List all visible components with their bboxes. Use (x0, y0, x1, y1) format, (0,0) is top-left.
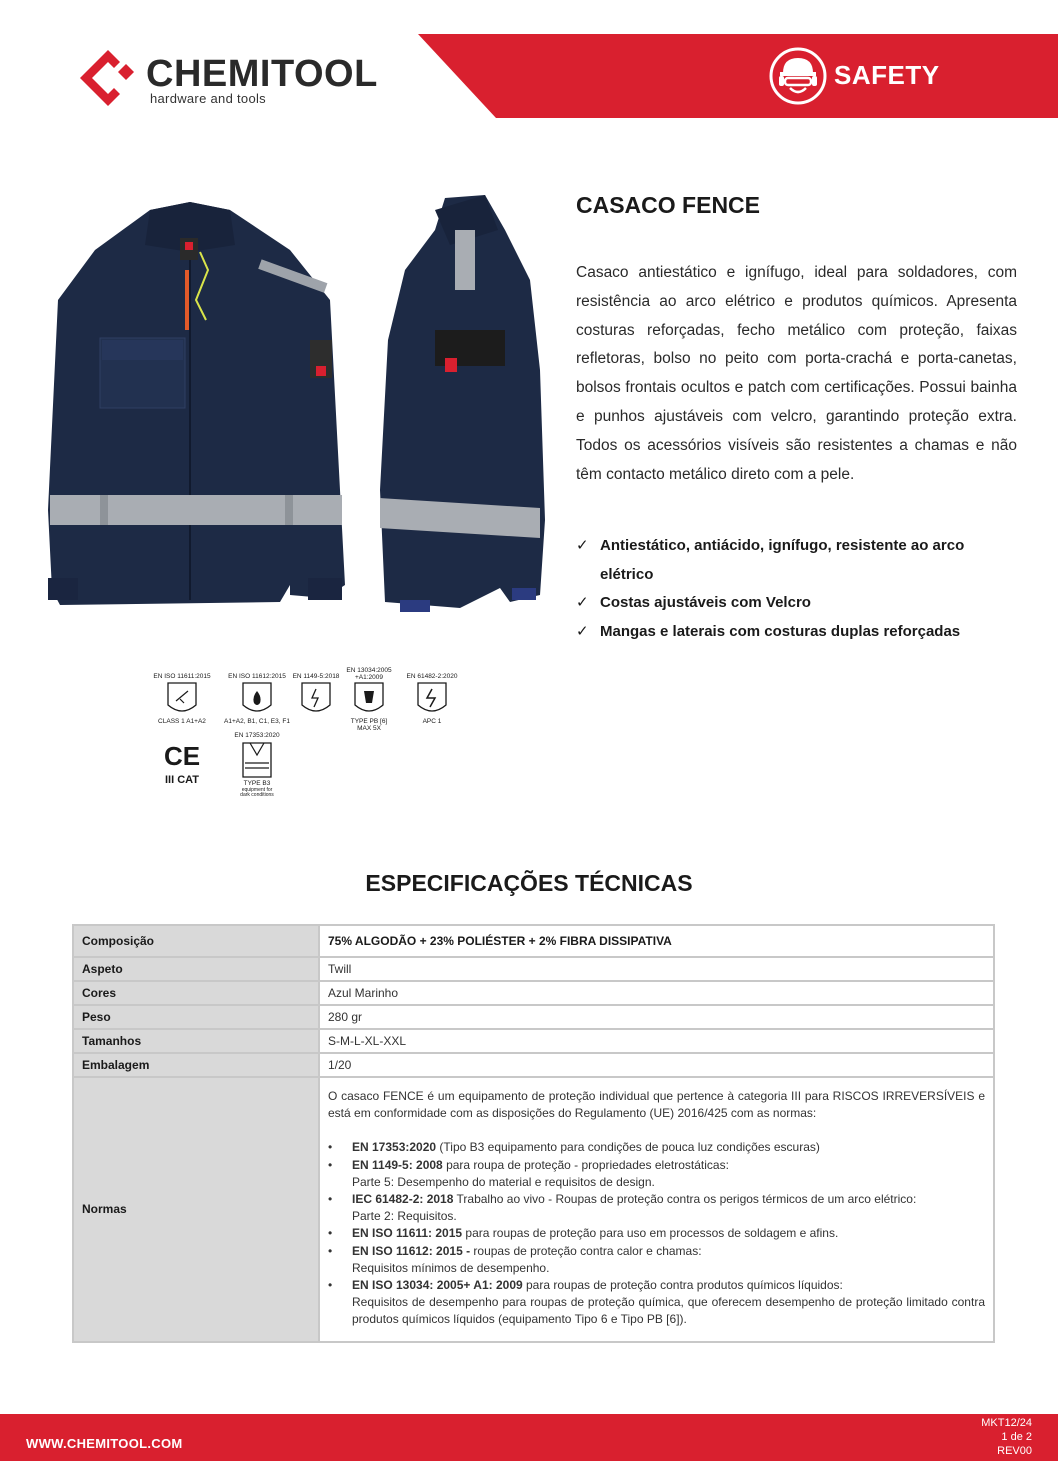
spec-label: Aspeto (73, 957, 319, 981)
brand-name: CHEMITOOL (146, 53, 378, 95)
feature-text: Antiestático, antiácido, ignífugo, resistente ao arco elétrico (600, 537, 965, 583)
norm-standard: EN 1149-5: 2008 (352, 1157, 443, 1172)
cert-standard-5: EN 61482-2:2020 (406, 673, 458, 680)
product-photos (40, 190, 550, 640)
spec-value: 1/20 (319, 1053, 994, 1077)
cert-caption-5: APC 1 (422, 718, 442, 725)
product-title: CASACO FENCE (576, 192, 761, 218)
norm-text: Trabalho ao vivo - Roupas de proteção contra os perigos térmicos de um arco elétrico: (453, 1192, 917, 1207)
chemitool-logo (78, 48, 398, 108)
norm-text: para roupas de proteção para uso em processos de soldagem e afins. (462, 1226, 839, 1241)
spec-label: Peso (73, 1005, 319, 1029)
norm-standard: EN ISO 11612: 2015 - (352, 1243, 471, 1258)
norm-text: para roupas de proteção contra produtos químicos líquidos: (522, 1278, 843, 1293)
spec-value: 75% ALGODÃO + 23% POLIÉSTER + 2% FIBRA DISSIPATIVA (319, 925, 994, 957)
norm-item: • IEC 61482-2: 2018 Trabalho ao vivo - Roupas de proteção contra os perigos térmicos de um arco elétrico: (328, 1192, 917, 1207)
antistatic-pictogram-icon (302, 683, 330, 711)
cert-caption-1: CLASS 1 A1+A2 (158, 718, 206, 725)
norm-item: • EN 17353:2020 (Tipo B3 equipamento para condições de pouca luz condições escuras) (328, 1140, 820, 1155)
spec-label: Tamanhos (73, 1029, 319, 1053)
hivis-caption-3: dark conditions (240, 792, 274, 798)
cert-standard-4b: +A1:2009 (354, 674, 384, 681)
certification-pictograms (150, 665, 470, 805)
check-icon: ✓ (576, 594, 589, 611)
norm-standard: EN ISO 11611: 2015 (352, 1226, 463, 1241)
table-row-normas (73, 1077, 994, 1342)
norm-standard: EN ISO 13034: 2005+ A1: 2009 (352, 1278, 523, 1293)
table-row (73, 1053, 994, 1077)
cert-caption-4a: TYPE PB [6] (350, 718, 388, 725)
hivis-caption-2: equipment for (241, 787, 273, 793)
norm-subtext: Requisitos de desempenho para roupas de proteção química, que oferecem desempenho de proteção limitado contra produtos químicos líquidos (equipamento Tipo 6 e Tipo PB [6]). (352, 1295, 985, 1327)
page-header (0, 0, 1058, 130)
spec-label: Normas (73, 1077, 319, 1342)
feature-item (576, 618, 1017, 647)
safety-banner (418, 34, 1058, 118)
jacket-side-image (380, 195, 545, 612)
check-icon: ✓ (576, 537, 589, 554)
norm-standard: IEC 61482-2: 2018 (352, 1192, 454, 1207)
spec-value: Azul Marinho (319, 981, 994, 1005)
spec-value: S-M-L-XL-XXL (319, 1029, 994, 1053)
feature-item (576, 532, 1017, 589)
norm-subtext: Requisitos mínimos de desempenho. (352, 1260, 550, 1275)
page-number: 1 de 2 (1001, 1431, 1032, 1443)
norm-subtext: Parte 2: Requisitos. (352, 1209, 457, 1224)
norm-subtext: Parte 5: Desempenho do material e requisitos de design. (352, 1174, 655, 1189)
norm-item: • EN 1149-5: 2008 para roupa de proteção - propriedades eletrostáticas: (328, 1157, 729, 1172)
norm-text: para roupa de proteção - propriedades eletrostáticas: (442, 1157, 729, 1172)
norm-text: roupas de proteção contra calor e chamas: (470, 1243, 702, 1258)
doc-code: MKT12/24 (981, 1417, 1032, 1429)
svg-text:III CAT: III CAT (164, 774, 200, 786)
table-row (73, 981, 994, 1005)
spec-label: Composição (73, 925, 319, 957)
norm-item: • EN ISO 13034: 2005+ A1: 2009 para roupas de proteção contra produtos químicos líquidos: (328, 1278, 843, 1293)
normas-intro: O casaco FENCE é um equipamento de proteção individual que pertence à categoria III para RISCOS IRREVERSÍVEIS e está em conformidade com as disposições do Regulamento (UE) 2016/425 com as normas: (328, 1089, 985, 1121)
spec-label: Embalagem (73, 1053, 319, 1077)
website-link[interactable]: WWW.CHEMITOOL.COM (26, 1436, 183, 1451)
svg-text:CE: CE (163, 741, 201, 771)
cert-standard-1: EN ISO 11611:2015 (153, 673, 211, 680)
feature-text: Mangas e laterais com costuras duplas reforçadas (600, 622, 961, 640)
feature-list (576, 532, 1017, 646)
ce-mark-icon (164, 741, 200, 786)
safety-helmet-icon (768, 46, 828, 106)
section-label: SAFETY (834, 60, 940, 90)
feature-text: Costas ajustáveis com Velcro (600, 594, 811, 611)
table-row (73, 1029, 994, 1053)
cert-caption-4b: MAX 5X (357, 725, 381, 732)
norm-item: • EN ISO 11611: 2015 para roupas de proteção para uso em processos de soldagem e afins. (328, 1226, 839, 1241)
table-row (73, 957, 994, 981)
jacket-front-image (48, 202, 345, 605)
cert-standard-2: EN ISO 11612:2015 (228, 673, 286, 680)
cert-standard-3: EN 1149-5:2018 (292, 673, 340, 680)
table-row (73, 1005, 994, 1029)
hivis-vest-icon (243, 743, 271, 777)
spec-value: 280 gr (319, 1005, 994, 1029)
check-icon: ✓ (576, 622, 589, 640)
electric-arc-pictogram-icon (418, 683, 446, 711)
revision: REV00 (997, 1445, 1032, 1457)
specs-table (72, 924, 995, 1343)
spec-value: Twill (319, 957, 994, 981)
normas-value (319, 1077, 994, 1342)
welding-pictogram-icon (168, 683, 196, 711)
brand-tagline: hardware and tools (150, 91, 266, 106)
cert-standard-4a: EN 13034:2005 (346, 667, 392, 674)
page-footer (0, 1414, 1058, 1461)
table-row (73, 925, 994, 957)
norm-text: (Tipo B3 equipamento para condições de pouca luz condições escuras) (436, 1140, 820, 1155)
spec-label: Cores (73, 981, 319, 1005)
specs-heading: ESPECIFICAÇÕES TÉCNICAS (365, 870, 693, 896)
norm-standard: EN 17353:2020 (352, 1140, 437, 1155)
product-description: Casaco antiestático e ignífugo, ideal para soldadores, com resistência ao arco elétrico e produtos químicos. Apresenta costuras reforçadas, fecho metálico com proteção, faixas refletoras, bolso no peito com porta-crachá e porta-canetas, bolsos frontais ocultos e patch com certificações. Possui bainha e punhos ajustáveis com velcro, garantindo proteção extra. Todos os acessórios visíveis são resistentes a chamas e não têm contacto metálico direto com a pele. (576, 264, 1017, 483)
hivis-caption-1: TYPE B3 (243, 780, 271, 787)
chemitool-logo-mark-icon (78, 48, 138, 108)
cert-caption-2: A1+A2, B1, C1, E3, F1 (224, 718, 290, 725)
feature-item (576, 589, 1017, 618)
document-code (981, 1416, 1032, 1458)
hivis-standard: EN 17353:2020 (234, 732, 280, 739)
norm-item: • EN ISO 11612: 2015 - roupas de proteção contra calor e chamas: (328, 1243, 702, 1258)
